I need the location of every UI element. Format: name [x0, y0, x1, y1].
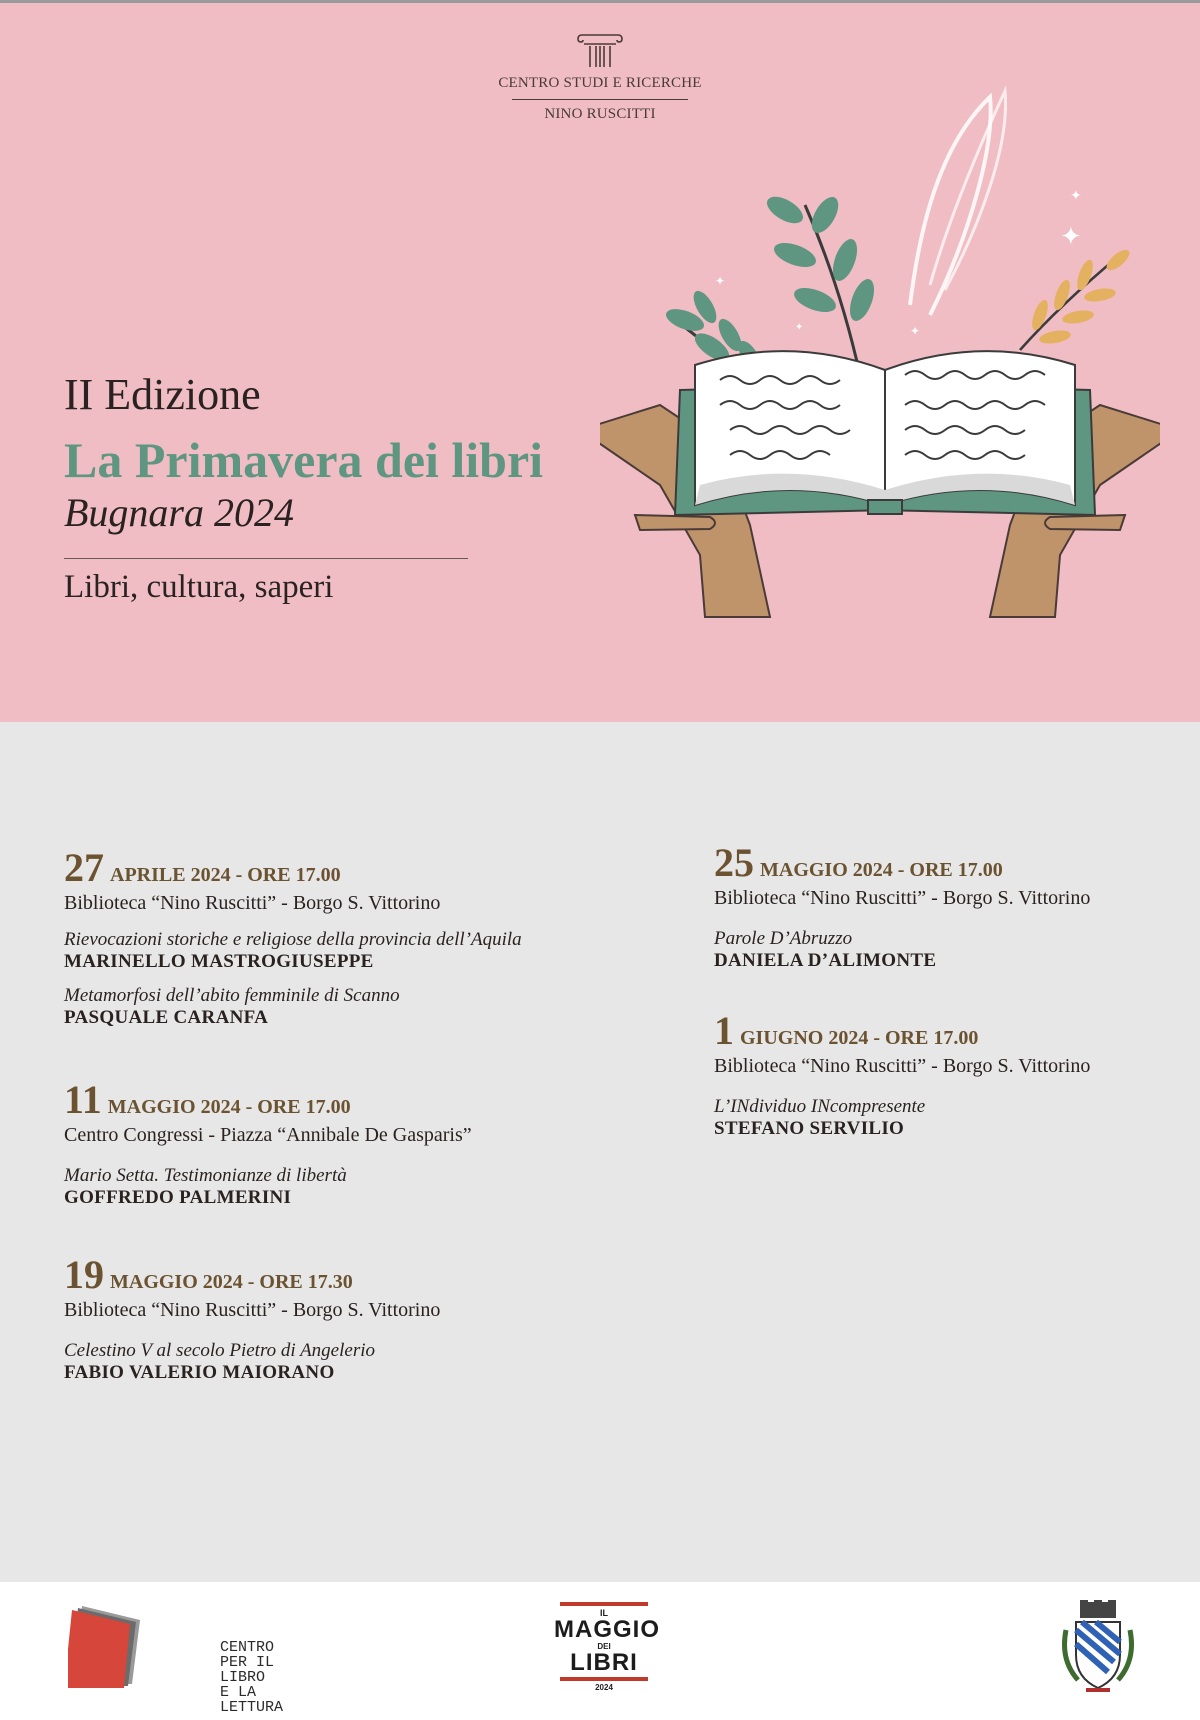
talk — [714, 928, 1090, 972]
event-date — [64, 845, 522, 890]
event-day: 11 — [64, 1077, 102, 1122]
maggio-year: 2024 — [595, 1683, 613, 1692]
svg-text:✦: ✦ — [1070, 188, 1082, 204]
event-day: 25 — [714, 840, 754, 885]
edition-label: II Edizione — [64, 370, 261, 419]
event-date — [64, 1252, 440, 1297]
talk-speaker: PASQUALE CARANFA — [64, 1007, 269, 1028]
talk-speaker: STEFANO SERVILIO — [714, 1118, 905, 1139]
event-venue: Biblioteca “Nino Ruscitti” - Borgo S. Vittorino — [64, 1299, 441, 1321]
talk-title: L’INdividuo INcompresente — [714, 1096, 926, 1117]
org-name-line1: CENTRO STUDI E RICERCHE — [498, 75, 702, 91]
talk-title: Parole D’Abruzzo — [714, 928, 853, 949]
cepell-line2: PER IL LIBRO — [220, 1654, 275, 1686]
event-2 — [64, 1077, 472, 1209]
talk — [64, 1340, 440, 1384]
svg-text:✦: ✦ — [715, 274, 726, 288]
event-5 — [714, 1008, 1091, 1140]
event-month-time: MAGGIO 2024 - ORE 17.00 — [760, 859, 1003, 881]
sparkle-icon: ✦ — [1060, 222, 1082, 252]
cepell-line1: CENTRO — [220, 1639, 275, 1656]
event-day: 19 — [64, 1252, 104, 1297]
maggio-word1: MAGGIO — [554, 1616, 660, 1643]
cepell-logo — [68, 1604, 308, 1716]
page-title: La Primavera dei libri — [64, 432, 544, 488]
org-name-line2: NINO RUSCITTI — [544, 106, 656, 122]
event-month-time: MAGGIO 2024 - ORE 17.00 — [107, 1096, 351, 1118]
talk-speaker: FABIO VALERIO MAIORANO — [64, 1362, 335, 1383]
column-capital-icon — [574, 33, 626, 69]
talk — [64, 1165, 472, 1209]
event-date — [714, 840, 1090, 885]
event-venue: Centro Congressi - Piazza “Annibale De Gasparis” — [64, 1124, 472, 1146]
maggio-word2: LIBRI — [570, 1649, 638, 1676]
talk-title: Celestino V al secolo Pietro di Angelerio — [64, 1340, 375, 1361]
book-hands-illustration — [600, 85, 1160, 625]
svg-text:✦: ✦ — [910, 324, 921, 338]
talk-speaker: GOFFREDO PALMERINI — [64, 1187, 292, 1208]
talk-title: Metamorfosi dell’abito femminile di Scanno — [64, 985, 400, 1006]
event-date — [64, 1077, 472, 1122]
municipal-coat-of-arms-icon — [1058, 1600, 1138, 1700]
talk-title: Mario Setta. Testimonianze di libertà — [64, 1165, 347, 1186]
maggio-dei-libri-logo — [554, 1600, 660, 1692]
cepell-wordmark — [220, 1640, 308, 1715]
event-month-time: APRILE 2024 - ORE 17.00 — [110, 864, 341, 886]
cepell-line3: E LA LETTURA — [220, 1684, 284, 1716]
event-venue: Biblioteca “Nino Ruscitti” - Borgo S. Vittorino — [714, 887, 1091, 909]
event-day: 1 — [714, 1008, 734, 1053]
maggio-dei: DEI — [597, 1642, 611, 1651]
footer — [0, 1582, 1200, 1720]
event-month-time: MAGGIO 2024 - ORE 17.30 — [110, 1271, 353, 1293]
event-1 — [64, 845, 522, 1029]
svg-text:✦: ✦ — [795, 322, 804, 333]
event-4 — [714, 840, 1091, 972]
talk-speaker: MARINELLO MASTROGIUSEPPE — [64, 951, 374, 972]
talk-speaker: DANIELA D’ALIMONTE — [714, 950, 937, 971]
header-section — [0, 0, 1200, 722]
talk — [64, 985, 522, 1029]
event-day: 27 — [64, 845, 104, 890]
talk-title: Rievocazioni storiche e religiose della provincia dell’Aquila — [64, 929, 522, 950]
talk — [714, 1096, 1090, 1140]
maggio-il: IL — [600, 1608, 608, 1618]
event-venue: Biblioteca “Nino Ruscitti” - Borgo S. Vittorino — [64, 892, 441, 914]
event-3 — [64, 1252, 441, 1384]
event-venue: Biblioteca “Nino Ruscitti” - Borgo S. Vittorino — [714, 1055, 1091, 1077]
cepell-mark-icon — [68, 1604, 148, 1688]
tagline: Libri, cultura, saperi — [64, 569, 334, 605]
open-book-icon — [675, 351, 1095, 515]
page-subtitle: Bugnara 2024 — [64, 490, 294, 535]
title-divider — [64, 558, 468, 559]
talk — [64, 929, 522, 973]
event-month-time: GIUGNO 2024 - ORE 17.00 — [740, 1027, 979, 1049]
event-date — [714, 1008, 1090, 1053]
